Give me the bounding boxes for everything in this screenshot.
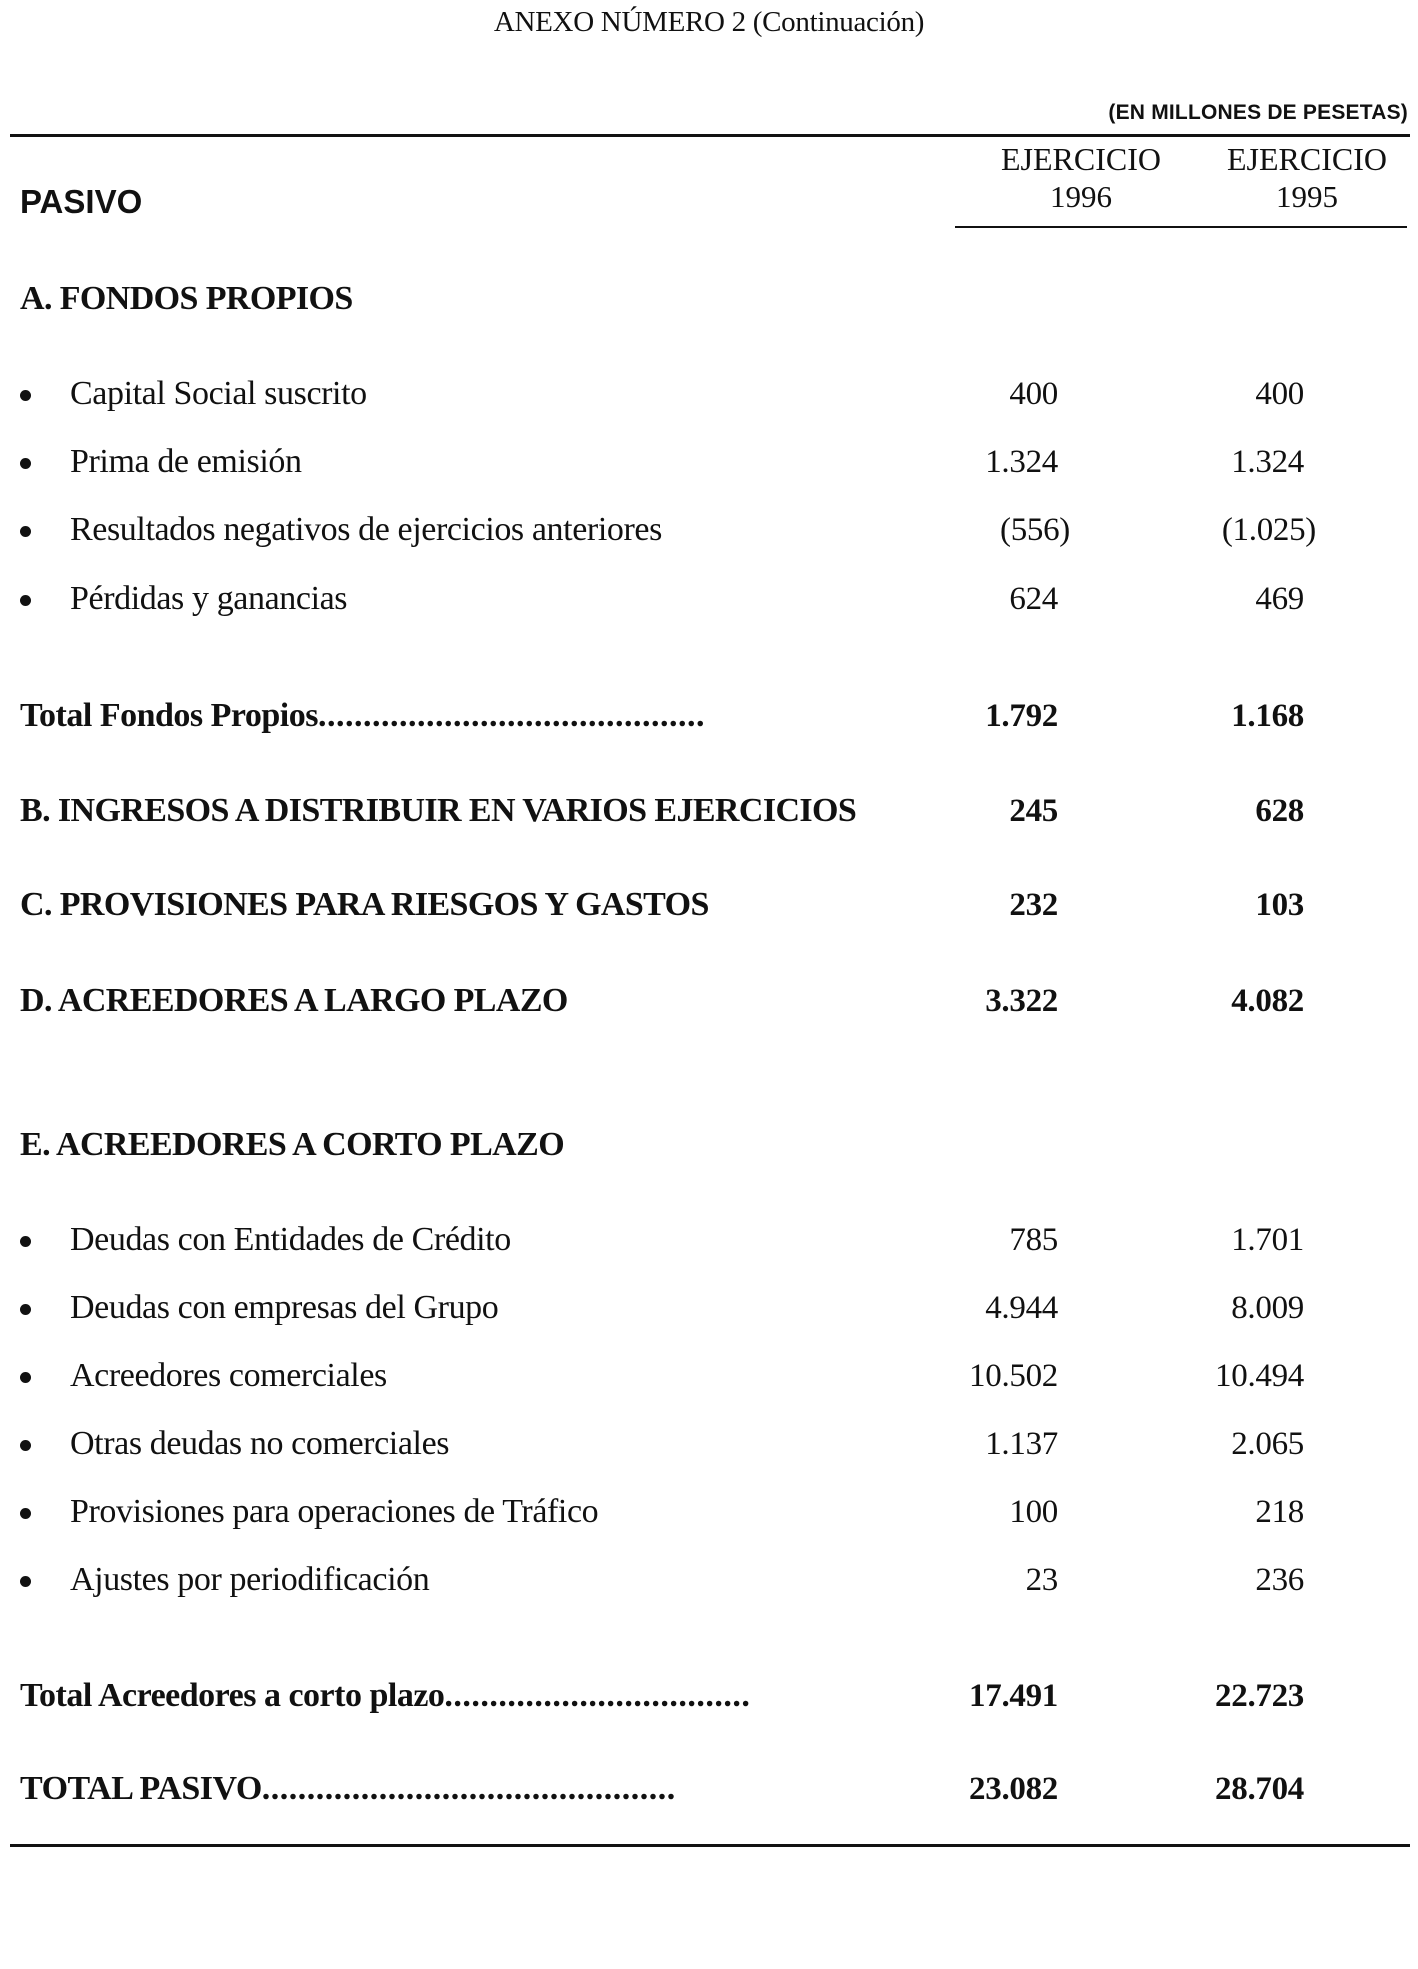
row-label: Capital Social suscrito: [70, 375, 367, 412]
value-1996: 1.792: [985, 698, 1058, 734]
value-1996: 785: [1009, 1222, 1058, 1258]
page-title: ANEXO NÚMERO 2 (Continuación): [493, 6, 925, 38]
column-year: 1996: [1050, 179, 1112, 214]
table-row: [0, 1286, 1418, 1330]
row-label: Provisiones para operaciones de Tráfico: [70, 1493, 599, 1530]
value-1996: 17.491: [969, 1678, 1058, 1714]
value-1995: 1.168: [1231, 698, 1304, 734]
value-1995: 400: [1255, 376, 1304, 412]
value-1995: 4.082: [1231, 983, 1304, 1019]
section-e-heading: [0, 1123, 1418, 1167]
bullet-icon: [20, 1440, 31, 1451]
table-row: [0, 508, 1418, 552]
table-row: [0, 1218, 1418, 1262]
row-label: Acreedores comerciales: [70, 1357, 387, 1394]
table-row: [0, 1558, 1418, 1602]
value-1996: 1.324: [985, 444, 1058, 480]
section-b-row: [0, 789, 1418, 833]
value-1996: 1.137: [985, 1426, 1058, 1462]
value-1995: 103: [1255, 887, 1304, 923]
value-1995: 22.723: [1215, 1678, 1304, 1714]
bullet-icon: [20, 595, 31, 606]
value-1995: 469: [1255, 581, 1304, 617]
total-acreedores-corto-row: [0, 1674, 1418, 1718]
total-label-text: Total Fondos Propios: [20, 697, 318, 734]
value-1996: 232: [1009, 887, 1058, 923]
row-label: Deudas con Entidades de Crédito: [70, 1221, 511, 1258]
row-label: Otras deudas no comerciales: [70, 1425, 450, 1462]
table-row: [0, 440, 1418, 484]
dot-leader: ..............................................: [261, 1770, 676, 1807]
total-label: [20, 1674, 750, 1718]
value-1996: 10.502: [969, 1358, 1058, 1394]
total-label-text: TOTAL PASIVO: [20, 1770, 262, 1807]
table-row: [0, 1354, 1418, 1398]
column-year: 1995: [1276, 179, 1338, 214]
value-1995: 8.009: [1231, 1290, 1304, 1326]
top-rule: [10, 134, 1410, 137]
value-1996: 23: [1025, 1562, 1058, 1598]
value-1995: (1.025): [1221, 512, 1316, 548]
value-1995: 236: [1255, 1562, 1304, 1598]
table-row: [0, 1490, 1418, 1534]
column-label: EJERCICIO: [1001, 141, 1161, 177]
total-pasivo-row: [0, 1767, 1418, 1811]
column-header-1996: [981, 140, 1181, 216]
value-1996: 400: [1009, 376, 1058, 412]
value-1995: 10.494: [1215, 1358, 1304, 1394]
bullet-icon: [20, 1372, 31, 1383]
row-label: Prima de emisión: [70, 443, 302, 480]
total-label: [20, 694, 705, 738]
dot-leader: ..................................: [444, 1677, 751, 1714]
table-row: [0, 1422, 1418, 1466]
bullet-icon: [20, 390, 31, 401]
bullet-icon: [20, 1576, 31, 1587]
section-title: A. FONDOS PROPIOS: [20, 280, 353, 317]
value-1995: 628: [1255, 793, 1304, 829]
table-row: [0, 372, 1418, 416]
value-1996: 245: [1009, 793, 1058, 829]
value-1996: (556): [1000, 512, 1070, 548]
column-label: EJERCICIO: [1227, 141, 1387, 177]
section-title: C. PROVISIONES PARA RIESGOS Y GASTOS: [20, 886, 709, 923]
bullet-icon: [20, 526, 31, 537]
bullet-icon: [20, 458, 31, 469]
value-1995: 28.704: [1215, 1771, 1304, 1807]
value-1996: 3.322: [985, 983, 1058, 1019]
section-title: D. ACREEDORES A LARGO PLAZO: [20, 982, 568, 1019]
value-1996: 23.082: [969, 1771, 1058, 1807]
value-1995: 2.065: [1231, 1426, 1304, 1462]
row-label: Pérdidas y ganancias: [70, 580, 348, 617]
dot-leader: ...........................................: [317, 697, 705, 734]
section-title: B. INGRESOS A DISTRIBUIR EN VARIOS EJERCICIOS: [20, 792, 857, 829]
section-title: E. ACREEDORES A CORTO PLAZO: [20, 1126, 565, 1163]
value-1995: 1.324: [1231, 444, 1304, 480]
row-label: Deudas con empresas del Grupo: [70, 1289, 499, 1326]
column-header-1995: [1207, 140, 1407, 216]
bullet-icon: [20, 1236, 31, 1247]
bottom-rule: [10, 1844, 1410, 1847]
units-note: (EN MILLONES DE PESETAS): [1108, 101, 1408, 124]
value-1996: 100: [1009, 1494, 1058, 1530]
value-1995: 218: [1255, 1494, 1304, 1530]
value-1995: 1.701: [1231, 1222, 1304, 1258]
total-fondos-propios-row: [0, 694, 1418, 738]
section-d-row: [0, 979, 1418, 1023]
row-label: Ajustes por periodificación: [70, 1561, 430, 1598]
section-heading-pasivo: PASIVO: [20, 183, 143, 220]
total-label-text: Total Acreedores a corto plazo: [20, 1677, 445, 1714]
bullet-icon: [20, 1508, 31, 1519]
value-1996: 624: [1009, 581, 1058, 617]
row-label: Resultados negativos de ejercicios anteriores: [70, 511, 662, 548]
section-a-heading: [0, 277, 1418, 321]
table-row: [0, 577, 1418, 621]
column-header-rule: [955, 226, 1407, 228]
total-label: [20, 1767, 676, 1811]
value-1996: 4.944: [985, 1290, 1058, 1326]
bullet-icon: [20, 1304, 31, 1315]
section-c-row: [0, 883, 1418, 927]
